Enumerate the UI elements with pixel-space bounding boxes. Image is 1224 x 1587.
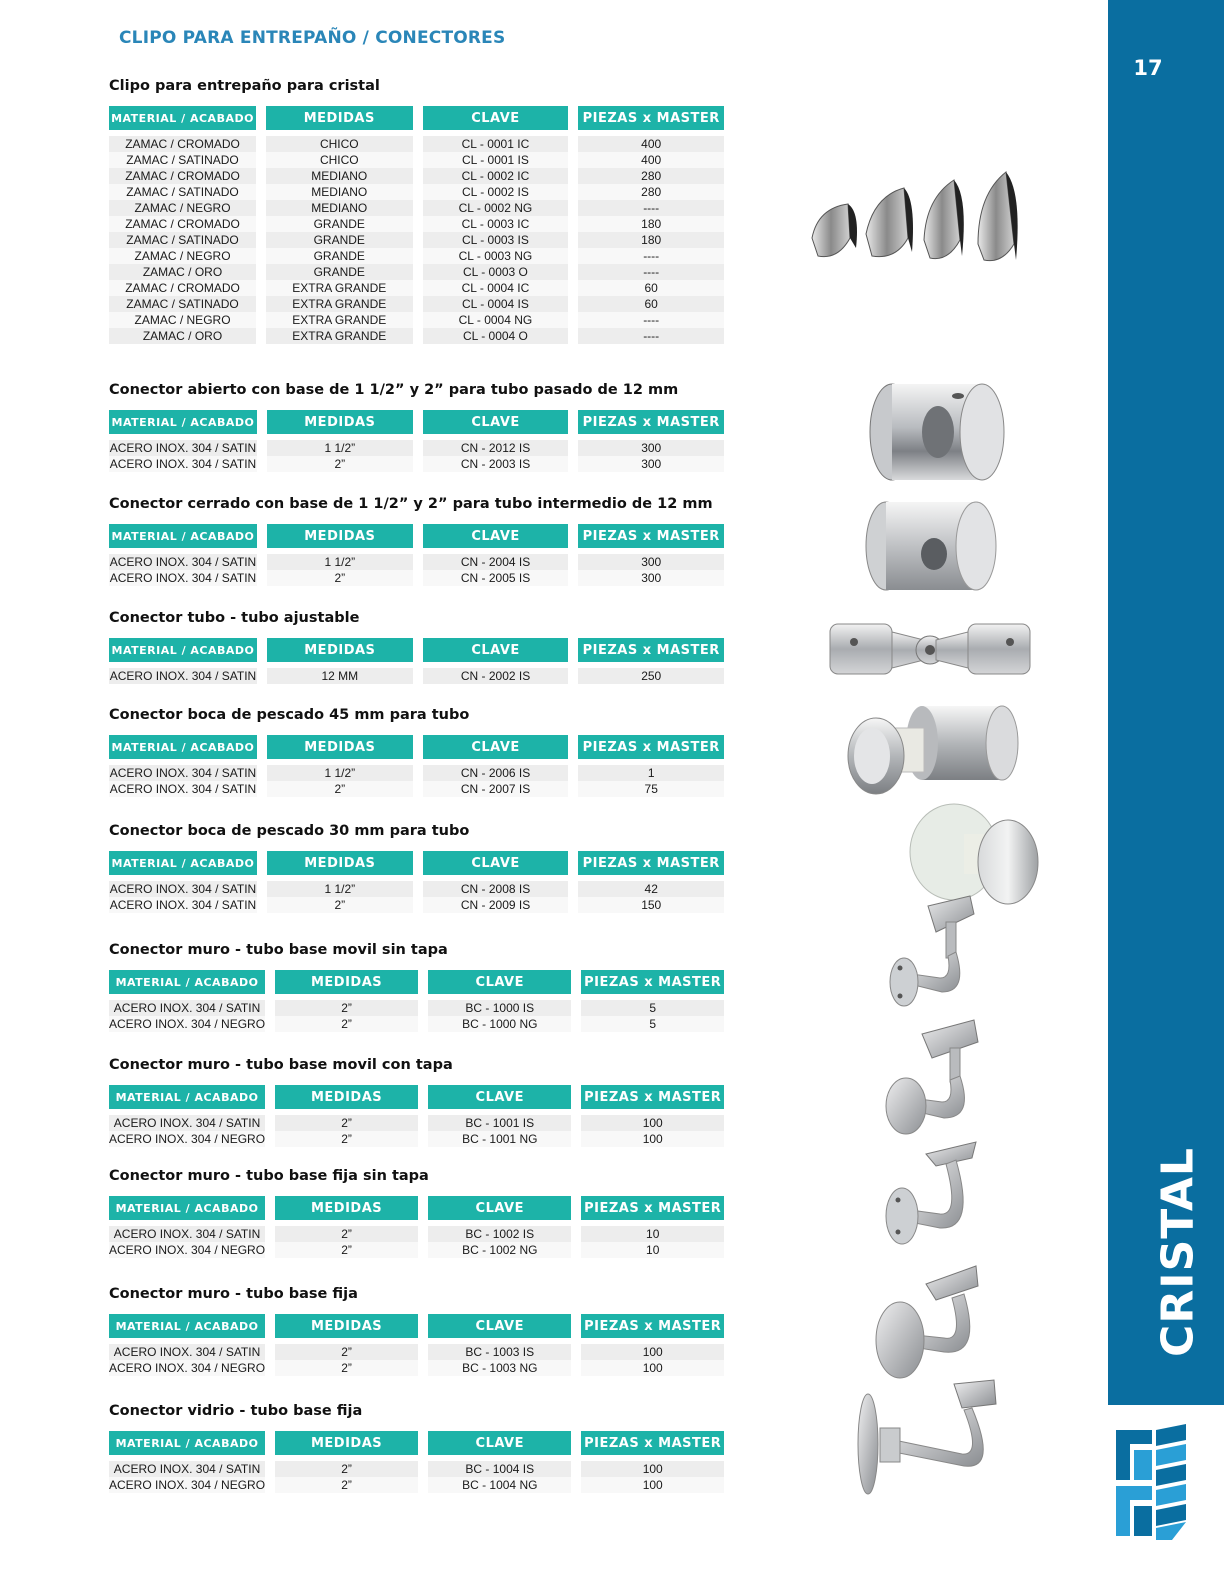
column-header: CLAVE <box>428 1431 571 1455</box>
column-header: MATERIAL / ACABADO <box>109 970 265 994</box>
table-cell: ACERO INOX. 304 / SATIN <box>109 882 257 896</box>
column-header: PIEZAS x MASTER <box>581 1314 724 1338</box>
column-header: MEDIDAS <box>267 410 413 434</box>
table-cell: ACERO INOX. 304 / SATIN <box>109 766 257 780</box>
product-section <box>109 821 734 913</box>
table-cell: CL - 0004 NG <box>423 312 569 328</box>
clip-extra-large <box>978 172 1018 261</box>
wall-bracket-fixed-no-cap-image <box>880 1136 990 1254</box>
table-row <box>109 216 724 232</box>
table-cell: ACERO INOX. 304 / NEGRO <box>109 1132 266 1146</box>
table-header-row <box>109 851 724 875</box>
table-cell: CL - 0003 IC <box>423 216 569 232</box>
table-cell: CL - 0003 NG <box>423 248 569 264</box>
column-header: MATERIAL / ACABADO <box>109 735 257 759</box>
table-row <box>109 1344 724 1360</box>
section-title: Conector abierto con base de 1 1/2” y 2” para tubo pasado de 12 mm <box>109 382 679 398</box>
column-header: PIEZAS x MASTER <box>581 1196 724 1220</box>
table-cell: ZAMAC / CROMADO <box>109 216 256 232</box>
table-cell: BC - 1004 IS <box>428 1461 571 1477</box>
table-cell: 60 <box>578 296 724 312</box>
section-title: Conector boca de pescado 45 mm para tubo <box>109 707 470 723</box>
column-header: PIEZAS x MASTER <box>581 1431 724 1455</box>
table-row <box>109 184 724 200</box>
table-cell: 1 1/2” <box>267 765 413 781</box>
table-row <box>109 765 724 781</box>
column-header: PIEZAS x MASTER <box>581 1085 724 1109</box>
table-cell: BC - 1003 IS <box>428 1344 571 1360</box>
column-header: MATERIAL / ACABADO <box>109 410 257 434</box>
table-cell: ACERO INOX. 304 / SATIN <box>109 1344 265 1360</box>
table-cell: ACERO INOX. 304 / NEGRO <box>109 1017 266 1031</box>
table-cell: ---- <box>578 248 724 264</box>
spec-table <box>99 106 734 344</box>
table-cell: 250 <box>578 668 724 684</box>
product-section <box>109 1401 734 1493</box>
table-row <box>109 296 724 312</box>
table-cell: MEDIANO <box>266 168 412 184</box>
table-cell: 2” <box>275 1461 418 1477</box>
section-title: Clipo para entrepaño para cristal <box>109 78 380 94</box>
product-section <box>109 705 734 797</box>
table-row <box>109 781 724 797</box>
table-row <box>109 152 724 168</box>
table-cell: CL - 0002 NG <box>423 200 569 216</box>
table-cell: ZAMAC / NEGRO <box>109 200 256 216</box>
column-header: PIEZAS x MASTER <box>578 410 724 434</box>
table-cell: BC - 1000 NG <box>428 1016 571 1032</box>
column-header: CLAVE <box>428 1314 571 1338</box>
table-cell: ---- <box>578 200 724 216</box>
table-row <box>109 1000 724 1016</box>
column-header: PIEZAS x MASTER <box>578 638 724 662</box>
section-title: Conector muro - tubo base fija <box>109 1286 358 1302</box>
table-cell: CN - 2002 IS <box>423 668 569 684</box>
clip-small <box>812 204 857 257</box>
table-row <box>109 264 724 280</box>
column-header: CLAVE <box>423 524 569 548</box>
table-cell: 400 <box>578 136 724 152</box>
table-row <box>109 232 724 248</box>
spec-table <box>99 638 734 684</box>
table-cell: 300 <box>578 440 724 456</box>
table-cell: ZAMAC / CROMADO <box>109 136 256 152</box>
table-cell: CL - 0002 IC <box>423 168 569 184</box>
table-cell: ZAMAC / ORO <box>109 328 256 344</box>
column-header: PIEZAS x MASTER <box>578 106 724 130</box>
column-header: MATERIAL / ACABADO <box>109 1196 265 1220</box>
table-cell: CL - 0004 IS <box>423 296 569 312</box>
table-cell: ACERO INOX. 304 / NEGRO <box>109 1478 266 1492</box>
table-cell: CL - 0004 IC <box>423 280 569 296</box>
column-header: CLAVE <box>423 735 569 759</box>
table-cell: EXTRA GRANDE <box>266 312 412 328</box>
column-header: MEDIDAS <box>267 638 413 662</box>
table-cell: 2” <box>275 1360 418 1376</box>
table-cell: 1 1/2” <box>267 881 413 897</box>
table-row <box>109 1016 724 1032</box>
table-row <box>109 168 724 184</box>
table-cell: ZAMAC / SATINADO <box>109 296 256 312</box>
table-cell: ACERO INOX. 304 / SATIN <box>109 1115 265 1131</box>
table-header-row <box>109 970 724 994</box>
table-row <box>109 881 724 897</box>
table-row <box>109 1360 724 1376</box>
product-section <box>109 1055 734 1147</box>
table-cell: BC - 1001 IS <box>428 1115 571 1131</box>
table-cell: GRANDE <box>266 232 412 248</box>
table-cell: 2” <box>275 1000 418 1016</box>
table-cell: ---- <box>578 328 724 344</box>
column-header: MATERIAL / ACABADO <box>109 1085 265 1109</box>
column-header: MEDIDAS <box>266 106 412 130</box>
table-cell: 2” <box>267 781 413 797</box>
table-cell: 100 <box>581 1131 724 1147</box>
column-header: MATERIAL / ACABADO <box>109 1431 265 1455</box>
table-row <box>109 456 724 472</box>
table-row <box>109 136 724 152</box>
open-connector-image <box>862 372 1010 486</box>
table-cell: ACERO INOX. 304 / SATIN <box>109 782 257 796</box>
column-header: MEDIDAS <box>267 851 413 875</box>
table-cell: 5 <box>581 1016 724 1032</box>
adjustable-connector-image <box>828 614 1032 686</box>
table-cell: 150 <box>578 897 724 913</box>
table-row <box>109 897 724 913</box>
spec-table <box>99 1085 734 1147</box>
table-cell: 10 <box>581 1242 724 1258</box>
table-cell: 2” <box>275 1477 418 1493</box>
table-cell: 300 <box>578 456 724 472</box>
table-cell: CN - 2006 IS <box>423 765 569 781</box>
table-cell: ACERO INOX. 304 / SATIN <box>109 1226 265 1242</box>
table-cell: GRANDE <box>266 216 412 232</box>
column-header: MATERIAL / ACABADO <box>109 638 257 662</box>
page-header: CLIPO PARA ENTREPAÑO / CONECTORES <box>119 28 506 48</box>
table-header-row <box>109 524 724 548</box>
table-cell: 5 <box>581 1000 724 1016</box>
spec-table <box>99 1431 734 1493</box>
table-cell: ACERO INOX. 304 / SATIN <box>109 669 257 683</box>
table-cell: 1 1/2” <box>267 554 413 570</box>
table-cell: 100 <box>581 1115 724 1131</box>
spec-table <box>99 851 734 913</box>
table-cell: 1 1/2” <box>267 440 413 456</box>
table-cell: BC - 1002 IS <box>428 1226 571 1242</box>
column-header: MATERIAL / ACABADO <box>109 1314 265 1338</box>
closed-connector-image <box>862 496 998 602</box>
table-cell: CN - 2004 IS <box>423 554 569 570</box>
table-cell: 2” <box>275 1242 418 1258</box>
fish-mouth-45-image <box>842 700 1022 810</box>
section-title: Conector muro - tubo base movil sin tapa <box>109 942 448 958</box>
table-cell: ---- <box>578 312 724 328</box>
page-number: 17 <box>1133 56 1163 80</box>
column-header: MEDIDAS <box>267 735 413 759</box>
table-cell: 180 <box>578 216 724 232</box>
table-cell: CN - 2009 IS <box>423 897 569 913</box>
table-cell: 2” <box>267 570 413 586</box>
table-cell: 100 <box>581 1360 724 1376</box>
table-row <box>109 1461 724 1477</box>
wall-bracket-fixed-image <box>872 1260 988 1386</box>
table-cell: CL - 0001 IS <box>423 152 569 168</box>
table-cell: ZAMAC / SATINADO <box>109 232 256 248</box>
wall-bracket-movable-cap-image <box>880 1014 1000 1138</box>
table-cell: ACERO INOX. 304 / SATIN <box>109 1461 265 1477</box>
table-cell: 2” <box>267 456 413 472</box>
table-cell: ZAMAC / ORO <box>109 264 256 280</box>
column-header: MEDIDAS <box>267 524 413 548</box>
table-cell: BC - 1000 IS <box>428 1000 571 1016</box>
glass-bracket-fixed-image <box>854 1374 1004 1500</box>
column-header: CLAVE <box>423 638 569 662</box>
table-header-row <box>109 638 724 662</box>
table-cell: BC - 1003 NG <box>428 1360 571 1376</box>
column-header: CLAVE <box>423 106 569 130</box>
table-cell: BC - 1001 NG <box>428 1131 571 1147</box>
product-section <box>109 940 734 1032</box>
product-section <box>109 76 734 344</box>
table-cell: ACERO INOX. 304 / SATIN <box>109 441 257 455</box>
table-cell: CHICO <box>266 136 412 152</box>
table-header-row <box>109 735 724 759</box>
wall-bracket-movable-no-cap-image <box>882 892 994 1020</box>
table-cell: 400 <box>578 152 724 168</box>
column-header: CLAVE <box>423 410 569 434</box>
column-header: MEDIDAS <box>275 1196 418 1220</box>
column-header: CLAVE <box>428 1085 571 1109</box>
table-row <box>109 554 724 570</box>
table-cell: ZAMAC / NEGRO <box>109 312 256 328</box>
table-cell: 280 <box>578 168 724 184</box>
column-header: PIEZAS x MASTER <box>578 524 724 548</box>
spec-table <box>99 524 734 586</box>
table-row <box>109 1115 724 1131</box>
table-cell: CL - 0003 O <box>423 264 569 280</box>
section-title: Conector tubo - tubo ajustable <box>109 610 360 626</box>
table-cell: 300 <box>578 570 724 586</box>
column-header: CLAVE <box>428 1196 571 1220</box>
section-title: Conector boca de pescado 30 mm para tubo <box>109 823 470 839</box>
column-header: MEDIDAS <box>275 1085 418 1109</box>
table-cell: 100 <box>581 1461 724 1477</box>
clip-medium <box>866 188 913 257</box>
product-section <box>109 1166 734 1258</box>
column-header: CLAVE <box>428 970 571 994</box>
column-header: PIEZAS x MASTER <box>578 735 724 759</box>
table-row <box>109 1242 724 1258</box>
brand-logo-icon <box>1112 1420 1190 1542</box>
table-header-row <box>109 1085 724 1109</box>
clip-large <box>924 180 964 259</box>
table-cell: MEDIANO <box>266 184 412 200</box>
table-cell: 2” <box>267 897 413 913</box>
table-cell: 2” <box>275 1131 418 1147</box>
table-cell: EXTRA GRANDE <box>266 280 412 296</box>
table-cell: CL - 0001 IC <box>423 136 569 152</box>
column-header: MATERIAL / ACABADO <box>109 106 256 130</box>
column-header: MATERIAL / ACABADO <box>109 524 257 548</box>
section-title: Conector vidrio - tubo base fija <box>109 1403 363 1419</box>
table-header-row <box>109 1314 724 1338</box>
table-row <box>109 312 724 328</box>
side-label: CRISTAL <box>1152 1147 1204 1357</box>
table-cell: CN - 2005 IS <box>423 570 569 586</box>
column-header: PIEZAS x MASTER <box>581 970 724 994</box>
table-cell: 42 <box>578 881 724 897</box>
table-cell: EXTRA GRANDE <box>266 328 412 344</box>
table-cell: CL - 0002 IS <box>423 184 569 200</box>
table-cell: 100 <box>581 1344 724 1360</box>
table-cell: BC - 1002 NG <box>428 1242 571 1258</box>
table-cell: 1 <box>578 765 724 781</box>
table-cell: 180 <box>578 232 724 248</box>
spec-table <box>99 970 734 1032</box>
table-cell: BC - 1004 NG <box>428 1477 571 1493</box>
column-header: MATERIAL / ACABADO <box>109 851 257 875</box>
table-cell: CN - 2003 IS <box>423 456 569 472</box>
table-cell: CN - 2008 IS <box>423 881 569 897</box>
table-row <box>109 1477 724 1493</box>
table-row <box>109 1131 724 1147</box>
column-header: MEDIDAS <box>275 1314 418 1338</box>
table-cell: GRANDE <box>266 248 412 264</box>
table-cell: CHICO <box>266 152 412 168</box>
column-header: MEDIDAS <box>275 970 418 994</box>
table-cell: ACERO INOX. 304 / NEGRO <box>109 1243 266 1257</box>
table-cell: ACERO INOX. 304 / NEGRO <box>109 1361 266 1375</box>
spec-table <box>99 1196 734 1258</box>
table-cell: 2” <box>275 1016 418 1032</box>
section-title: Conector muro - tubo base fija sin tapa <box>109 1168 429 1184</box>
table-cell: ZAMAC / CROMADO <box>109 280 256 296</box>
table-row <box>109 328 724 344</box>
table-cell: 60 <box>578 280 724 296</box>
table-cell: GRANDE <box>266 264 412 280</box>
section-title: Conector muro - tubo base movil con tapa <box>109 1057 453 1073</box>
table-header-row <box>109 106 724 130</box>
column-header: PIEZAS x MASTER <box>578 851 724 875</box>
table-cell: 2” <box>275 1344 418 1360</box>
spec-table <box>99 410 734 472</box>
table-cell: 2” <box>275 1115 418 1131</box>
table-cell: EXTRA GRANDE <box>266 296 412 312</box>
table-row <box>109 248 724 264</box>
table-cell: MEDIANO <box>266 200 412 216</box>
table-row <box>109 440 724 456</box>
section-title: Conector cerrado con base de 1 1/2” y 2” para tubo intermedio de 12 mm <box>109 496 713 512</box>
spec-table <box>99 1314 734 1376</box>
table-cell: 2” <box>275 1226 418 1242</box>
table-cell: 100 <box>581 1477 724 1493</box>
table-cell: ZAMAC / SATINADO <box>109 152 256 168</box>
product-section <box>109 1284 734 1376</box>
table-cell: ACERO INOX. 304 / SATIN <box>109 1000 265 1016</box>
product-section <box>109 380 734 472</box>
table-cell: CN - 2012 IS <box>423 440 569 456</box>
table-cell: 280 <box>578 184 724 200</box>
column-header: MEDIDAS <box>275 1431 418 1455</box>
table-cell: ---- <box>578 264 724 280</box>
product-section <box>109 494 734 586</box>
table-cell: ACERO INOX. 304 / SATIN <box>109 555 257 569</box>
table-header-row <box>109 410 724 434</box>
column-header: CLAVE <box>423 851 569 875</box>
table-header-row <box>109 1196 724 1220</box>
table-cell: ZAMAC / SATINADO <box>109 184 256 200</box>
table-cell: ACERO INOX. 304 / SATIN <box>109 457 257 471</box>
table-cell: 12 MM <box>267 668 413 684</box>
shelf-clip-image <box>808 168 1032 268</box>
table-cell: ACERO INOX. 304 / SATIN <box>109 898 257 912</box>
product-section <box>109 608 734 684</box>
table-cell: CL - 0003 IS <box>423 232 569 248</box>
table-header-row <box>109 1431 724 1455</box>
table-row <box>109 668 724 684</box>
table-cell: 75 <box>578 781 724 797</box>
table-cell: CN - 2007 IS <box>423 781 569 797</box>
table-cell: 10 <box>581 1226 724 1242</box>
table-cell: ZAMAC / CROMADO <box>109 168 256 184</box>
table-row <box>109 280 724 296</box>
table-row <box>109 570 724 586</box>
table-row <box>109 200 724 216</box>
table-row <box>109 1226 724 1242</box>
table-cell: CL - 0004 O <box>423 328 569 344</box>
table-cell: ACERO INOX. 304 / SATIN <box>109 571 257 585</box>
spec-table <box>99 735 734 797</box>
table-cell: ZAMAC / NEGRO <box>109 248 256 264</box>
table-cell: 300 <box>578 554 724 570</box>
